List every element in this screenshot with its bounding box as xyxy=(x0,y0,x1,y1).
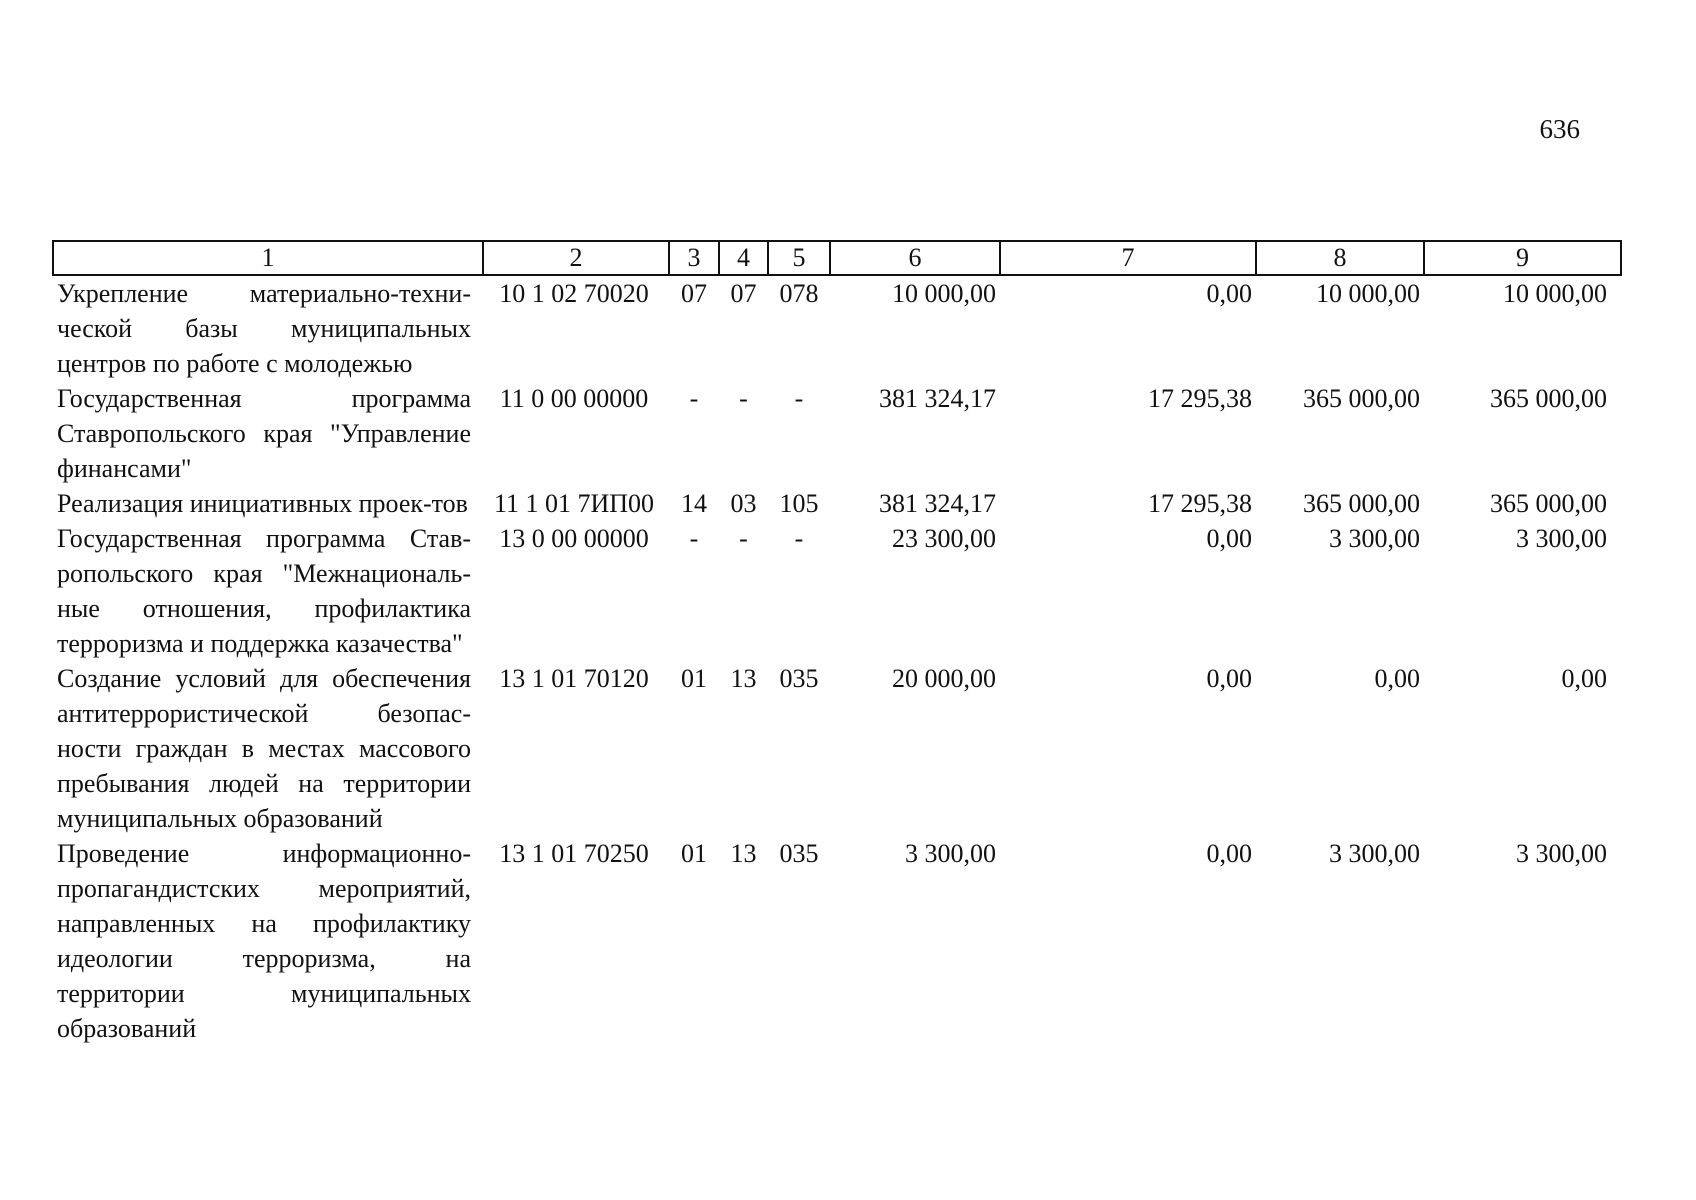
row-col4: 03 xyxy=(730,489,757,518)
table-header xyxy=(53,241,1621,275)
column-header: 2 xyxy=(483,241,669,275)
row-col7: 17 295,38 xyxy=(1148,384,1252,413)
row-code: 13 1 01 70250 xyxy=(499,839,649,868)
row-col7: 0,00 xyxy=(1206,664,1252,693)
row-col3: - xyxy=(689,384,699,413)
row-col9: 0,00 xyxy=(1561,664,1607,693)
column-header: 1 xyxy=(53,241,483,275)
row-col5: 078 xyxy=(779,279,819,308)
row-col3: 01 xyxy=(681,664,707,693)
row-col8: 365 000,00 xyxy=(1303,384,1420,413)
row-col3: 07 xyxy=(681,279,707,308)
row-col5: 035 xyxy=(779,664,819,693)
row-col8: 0,00 xyxy=(1374,664,1420,693)
row-name: Создание условий для обеспечения антитеррористической безопас-ности граждан в местах массового пребывания людей на территории муниципальных образований xyxy=(57,664,471,833)
row-col4: 13 xyxy=(730,664,757,693)
column-header: 8 xyxy=(1256,241,1424,275)
row-col6: 381 324,17 xyxy=(879,384,996,413)
row-col4: 13 xyxy=(730,839,757,868)
row-col8: 365 000,00 xyxy=(1303,489,1420,518)
table-row xyxy=(53,521,1621,661)
row-col3: - xyxy=(689,524,699,553)
row-col5: - xyxy=(794,524,804,553)
row-col9: 365 000,00 xyxy=(1490,384,1607,413)
row-col7: 17 295,38 xyxy=(1148,489,1252,518)
row-code: 10 1 02 70020 xyxy=(499,279,649,308)
row-col7: 0,00 xyxy=(1206,839,1252,868)
row-col6: 3 300,00 xyxy=(905,839,996,868)
table-row xyxy=(53,381,1621,486)
table-row xyxy=(53,486,1621,521)
page-number: 636 xyxy=(1539,114,1580,144)
row-col7: 0,00 xyxy=(1206,279,1252,308)
row-col9: 365 000,00 xyxy=(1490,489,1607,518)
row-code: 13 1 01 70120 xyxy=(499,664,649,693)
row-col3: 14 xyxy=(681,489,707,518)
budget-table xyxy=(52,240,1622,1046)
row-name: Укрепление материально-техни-ческой базы муниципальных центров по работе с молодежью xyxy=(57,279,471,378)
column-header: 9 xyxy=(1424,241,1621,275)
table-row xyxy=(53,661,1621,836)
row-name: Реализация инициативных проек-тов xyxy=(57,489,468,518)
column-header: 6 xyxy=(830,241,1000,275)
row-col5: 035 xyxy=(779,839,819,868)
column-header: 4 xyxy=(719,241,768,275)
row-col7: 0,00 xyxy=(1206,524,1252,553)
row-code: 11 1 01 7ИП00 xyxy=(493,489,655,518)
row-col4: - xyxy=(739,384,748,413)
row-col8: 10 000,00 xyxy=(1316,279,1420,308)
row-name: Государственная программа Став-ропольского края "Межнациональ-ные отношения, профилактика терроризма и поддержка казачества" xyxy=(57,524,471,658)
row-col6: 10 000,00 xyxy=(892,279,996,308)
column-header: 5 xyxy=(768,241,830,275)
row-col6: 23 300,00 xyxy=(892,524,996,553)
table-row xyxy=(53,836,1621,1046)
column-header: 7 xyxy=(1000,241,1256,275)
row-col5: - xyxy=(794,384,804,413)
row-code: 11 0 00 00000 xyxy=(499,384,649,413)
row-col6: 20 000,00 xyxy=(892,664,996,693)
header-row xyxy=(53,241,1621,275)
budget-table-wrapper xyxy=(52,240,1622,1046)
row-name: Проведение информационно-пропагандистских мероприятий, направленных на профилактику идеологии терроризма, на территории муниципальных образований xyxy=(57,839,471,1043)
row-col9: 3 300,00 xyxy=(1516,524,1607,553)
row-col9: 3 300,00 xyxy=(1516,839,1607,868)
table-row xyxy=(53,275,1621,381)
row-col6: 381 324,17 xyxy=(879,489,996,518)
row-col5: 105 xyxy=(779,489,819,518)
table-body xyxy=(53,275,1621,1046)
row-code: 13 0 00 00000 xyxy=(499,524,649,553)
row-col4: 07 xyxy=(730,279,757,308)
column-header: 3 xyxy=(669,241,719,275)
row-name: Государственная программа Ставропольского края "Управление финансами" xyxy=(57,384,471,483)
row-col8: 3 300,00 xyxy=(1329,524,1420,553)
row-col9: 10 000,00 xyxy=(1503,279,1607,308)
row-col3: 01 xyxy=(681,839,707,868)
row-col4: - xyxy=(739,524,748,553)
row-col8: 3 300,00 xyxy=(1329,839,1420,868)
